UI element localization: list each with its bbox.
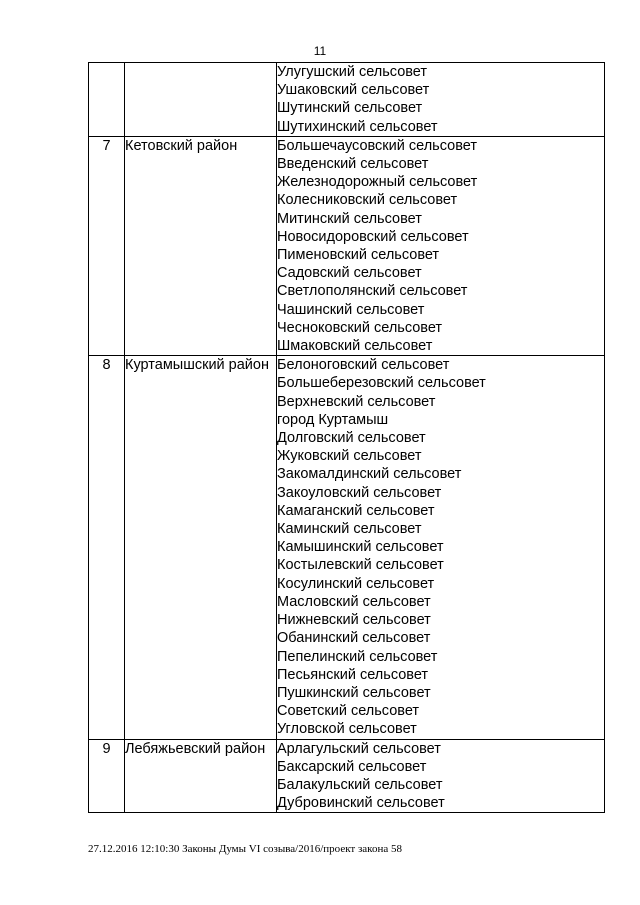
council-item: Шутихинский сельсовет bbox=[277, 118, 438, 135]
councils-list bbox=[277, 739, 605, 813]
council-item: Костылевский сельсовет bbox=[277, 557, 444, 574]
council-item: Дубровинский сельсовет bbox=[277, 795, 445, 812]
row-number: 9 bbox=[89, 739, 125, 813]
council-item: Балакульский сельсовет bbox=[277, 776, 443, 793]
council-item: Ушаковский сельсовет bbox=[277, 82, 430, 99]
council-item: Чашинский сельсовет bbox=[277, 301, 425, 318]
district-name bbox=[125, 63, 277, 137]
council-item: Чесноковский сельсовет bbox=[277, 319, 443, 336]
councils-list bbox=[277, 136, 605, 355]
council-item: Садовский сельсовет bbox=[277, 265, 422, 282]
council-item: Камаганский сельсовет bbox=[277, 502, 435, 519]
council-item: Советский сельсовет bbox=[277, 703, 420, 720]
council-item: Улугушский сельсовет bbox=[277, 64, 428, 80]
council-item: Большечаусовский сельсовет bbox=[277, 137, 477, 154]
council-item: Шмаковский сельсовет bbox=[277, 338, 433, 355]
council-item: Пименовский сельсовет bbox=[277, 247, 440, 264]
council-item: город Куртамыш bbox=[277, 411, 389, 428]
council-item: Арлагульский сельсовет bbox=[277, 740, 441, 757]
council-item: Колесниковский сельсовет bbox=[277, 192, 458, 209]
district-name: Куртамышский район bbox=[125, 356, 277, 739]
council-item: Пепелинский сельсовет bbox=[277, 648, 438, 665]
council-item: Песьянский сельсовет bbox=[277, 666, 429, 683]
footer-path: 27.12.2016 12:10:30 Законы Думы VI созыва/2016/проект закона 58 bbox=[88, 843, 402, 855]
council-item: Угловской сельсовет bbox=[277, 721, 417, 738]
council-item: Белоноговский сельсовет bbox=[277, 357, 450, 374]
row-number bbox=[89, 63, 125, 137]
row-number: 8 bbox=[89, 356, 125, 739]
council-item: Косулинский сельсовет bbox=[277, 575, 435, 592]
council-item: Масловский сельсовет bbox=[277, 593, 431, 610]
council-item: Обанинский сельсовет bbox=[277, 630, 431, 647]
council-item: Закомалдинский сельсовет bbox=[277, 466, 462, 483]
council-item: Шутинский сельсовет bbox=[277, 100, 423, 117]
districts-table bbox=[88, 62, 605, 813]
council-item: Верхневский сельсовет bbox=[277, 393, 436, 410]
district-name: Лебяжьевский район bbox=[125, 739, 277, 813]
council-item: Каминский сельсовет bbox=[277, 521, 422, 538]
district-name: Кетовский район bbox=[125, 136, 277, 355]
table-row bbox=[89, 356, 605, 739]
districts-table-body bbox=[89, 63, 605, 813]
council-item: Нижневский сельсовет bbox=[277, 612, 431, 629]
table-row bbox=[89, 63, 605, 137]
council-item: Баксарский сельсовет bbox=[277, 758, 427, 775]
councils-list bbox=[277, 63, 605, 137]
council-item: Железнодорожный сельсовет bbox=[277, 174, 478, 191]
council-item: Новосидоровский сельсовет bbox=[277, 228, 469, 245]
council-item: Пушкинский сельсовет bbox=[277, 684, 431, 701]
council-item: Светлополянский сельсовет bbox=[277, 283, 468, 300]
table-row bbox=[89, 739, 605, 813]
council-item: Введенский сельсовет bbox=[277, 156, 429, 173]
council-item: Жуковский сельсовет bbox=[277, 448, 422, 465]
council-item: Митинский сельсовет bbox=[277, 210, 422, 227]
councils-list bbox=[277, 356, 605, 739]
council-item: Закоуловский сельсовет bbox=[277, 484, 442, 501]
council-item: Долговский сельсовет bbox=[277, 430, 426, 447]
council-item: Большеберезовский сельсовет bbox=[277, 375, 486, 392]
council-item: Камышинский сельсовет bbox=[277, 539, 444, 556]
row-number: 7 bbox=[89, 136, 125, 355]
page-number: 11 bbox=[313, 44, 327, 58]
table-row bbox=[89, 136, 605, 355]
